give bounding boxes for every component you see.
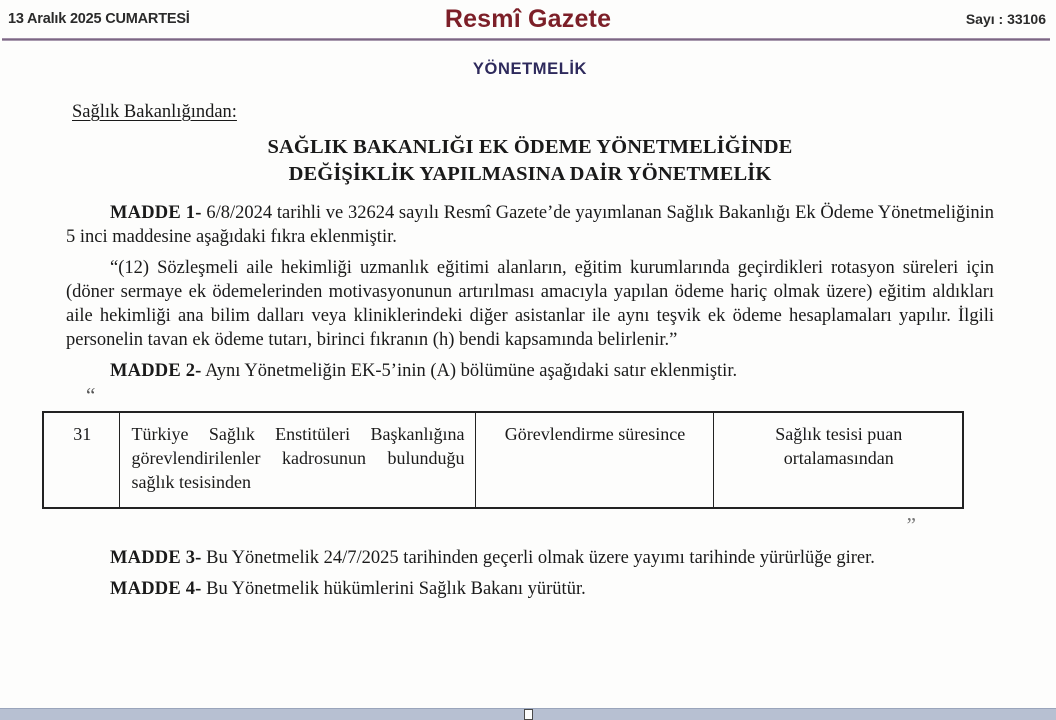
section-heading-yonetmelik: YÖNETMELİK <box>472 60 588 78</box>
document-body <box>0 60 1056 601</box>
article-2-label: MADDE 2- <box>110 361 202 382</box>
article-4-text: Bu Yönetmelik hükümlerini Sağlık Bakanı yürütür. <box>201 579 586 600</box>
issuer-line-wrap <box>66 79 994 123</box>
article-3 <box>66 546 994 570</box>
masthead-issue-number: Sayı : 33106 <box>965 11 1046 27</box>
article-1-inserted-paragraph-text: “(12) Sözleşmeli aile hekimliği uzmanlık eğitimi alanların, eğitim kurumlarında geçirdikleri rotasyon süreleri için (döner sermaye ek ödemelerinden motivasyonunun artırılması amacıyla yapılan ödeme hariç olmak üzere) eğitim aldıkları aile hekimliği ana bilim dalları veya kliniklerindeki diğer asistanlar ile aynı teşvik ek ödeme hesaplamaları yapılır. İlgili personelin tavan ek ödeme tutarı, birinci fıkranın (h) bendi kapsamında belirlenir.” <box>66 258 994 351</box>
masthead-title: Resmî Gazete <box>444 4 612 33</box>
article-2-text: Aynı Yönetmeliğin EK-5’inin (A) bölümüne aşağıdaki satır eklenmiştir. <box>201 361 738 382</box>
masthead-date: 13 Aralık 2025 CUMARTESİ <box>8 11 190 27</box>
article-1-inserted-paragraph <box>66 256 994 352</box>
article-4-label: MADDE 4- <box>110 579 202 600</box>
regulation-title-line-2: DEĞİŞİKLİK YAPILMASINA DAİR YÖNETMELİK <box>288 163 772 186</box>
article-3-text: Bu Yönetmelik 24/7/2025 tarihinden geçerli olmak üzere yayımı tarihinde yürürlüğe girer. <box>201 548 875 569</box>
scrollbar-thumb[interactable] <box>524 709 533 720</box>
inserted-row-closing-quote: ” <box>906 513 916 538</box>
inserted-row-opening-quote: “ <box>86 383 96 408</box>
table-cell-description: Türkiye Sağlık Enstitüleri Başkanlığına görevlendirilenler kadrosunun bulunduğu sağlık tesisinden <box>119 412 475 508</box>
article-2 <box>66 359 994 383</box>
article-1 <box>66 201 994 249</box>
horizontal-scrollbar[interactable] <box>0 708 1056 720</box>
table-cell-basis: Sağlık tesisi puan ortalamasından <box>713 412 963 508</box>
article-1-text: 6/8/2024 tarihli ve 32624 sayılı Resmî Gazete’de yayımlanan Sağlık Bakanlığı Ek Ödeme Yönetmeliğinin 5 inci maddesine aşağıdaki fıkra eklenmiştir. <box>66 203 994 248</box>
issuer-line: Sağlık Bakanlığından: <box>72 102 237 122</box>
inserted-row-table-wrap <box>42 411 964 509</box>
table-cell-duration: Görevlendirme süresince <box>475 412 713 508</box>
inserted-row-table <box>42 411 964 509</box>
table-cell-number: 31 <box>43 412 119 508</box>
article-3-label: MADDE 3- <box>110 548 202 569</box>
masthead-divider <box>2 38 1050 41</box>
table-row <box>43 412 963 508</box>
article-1-label: MADDE 1- <box>110 203 202 224</box>
masthead <box>0 0 1056 38</box>
regulation-title-line-1: SAĞLIK BAKANLIĞI EK ÖDEME YÖNETMELİĞİNDE <box>267 136 793 158</box>
article-4 <box>66 577 994 601</box>
regulation-title <box>92 134 968 188</box>
